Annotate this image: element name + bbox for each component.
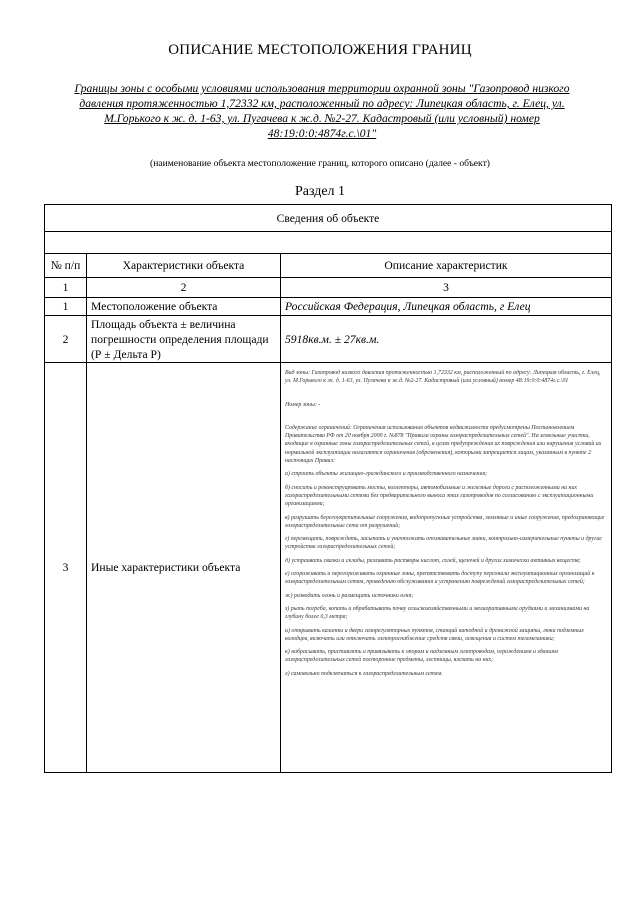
table-row <box>45 316 612 363</box>
header-characteristic: Характеристики объекта <box>87 254 281 278</box>
text-paragraph: з) рыть погреба, копать и обрабатывать почву сельскохозяйственными и мелиоративными орудиями и механизмами на глубину более 0,3 метра; <box>285 605 590 621</box>
row-name <box>87 316 281 363</box>
text-paragraph: к) набрасывать, приставлять и привязывать к опорам и надземным газопроводам, ограждениям и зданиям газораспределительных сетей посторонние предметы, лестницы, влезать на них; <box>285 649 558 664</box>
table-empty-cell <box>45 232 612 254</box>
row-value: Российская Федерация, Липецкая область, г Елец <box>281 298 612 316</box>
object-info-table <box>44 204 612 773</box>
row-number: 1 <box>45 298 87 316</box>
header-description: Описание характеристик <box>281 254 612 278</box>
numbering-cell: 3 <box>281 278 612 298</box>
text-paragraph: и) открывать калитки и двери газорегуляторных пунктов, станций катодной и дренажной защиты, люки подземных колодцев, включать или отключать электроснабжение средств связи, освещения и систем телемеханики; <box>285 627 584 642</box>
object-description-line: Границы зоны с особыми условиями использования территории охранной зоны "Газопровод низкого <box>74 82 570 95</box>
text-paragraph: Вид зоны: Газопровод низкого давления протяженностью 1,72332 км, расположенный по адресу: Липецкая область, г. Елец, ул. М.Горького к ж. д. 1-63, ул. Пугачева к ж.д. №2-27. Кадастровый (или условный) номер 48:19:0:0:4874г.с.\01 <box>285 370 601 385</box>
text-paragraph: е) огораживать и перегораживать охранные зоны, препятствовать доступу персонала эксплуатационных организаций к газораспределительным сетям, проведению обслуживания и устранению повреждений газораспределительных сетей; <box>285 571 595 586</box>
row-name-line: Площадь объекта ± величина <box>91 317 236 331</box>
table-caption: Сведения об объекте <box>45 205 612 232</box>
text-paragraph: Номер зоны: - <box>285 401 321 408</box>
object-description-line: М.Горького к ж. д. 1-63, ул. Пугачева к ж.д. №2-27. Кадастровый (или условный) номер <box>104 112 540 125</box>
row-name-line: погрешности определения площади <box>91 332 269 346</box>
table-numbering-row <box>45 278 612 298</box>
text-paragraph: б) сносить и реконструировать мосты, коллекторы, автомобильные и железные дороги с расположенными на них газораспределительными сетями без предварительного выноса этих газопроводов по согласованию с эксплуатационными организациями; <box>285 484 594 508</box>
table-row <box>45 298 612 316</box>
text-paragraph: д) устраивать свалки и склады, разливать растворы кислот, солей, щелочей и других химически активных веществ; <box>285 557 581 564</box>
row-number: 2 <box>45 316 87 363</box>
row-number: 3 <box>45 363 87 773</box>
object-hint: (наименование объекта местоположение границ, которого описано (далее - объект) <box>150 158 490 169</box>
text-paragraph: г) перемещать, повреждать, засыпать и уничтожать опознавательные знаки, контрольно-измерительные пункты и другие устройства газораспределительных сетей; <box>285 536 602 551</box>
numbering-cell: 2 <box>87 278 281 298</box>
row-name-line: (Р ± Дельта Р) <box>91 347 161 361</box>
object-description <box>62 81 582 141</box>
header-num: № п/п <box>45 254 87 278</box>
other-characteristics-text <box>281 363 612 773</box>
row-name: Местоположение объекта <box>87 298 281 316</box>
numbering-cell: 1 <box>45 278 87 298</box>
row-name: Иные характеристики объекта <box>87 363 281 773</box>
text-paragraph: Содержание ограничений: Ограничения использования объектов недвижимости предусмотрены Постановлением Правительства РФ от 20 ноября 2000 г. №878 "Правила охраны газораспределительных сетей". На земельные участки, входящие в охранные зоны газораспределительных сетей, в целях предупреждения их повреждения или нарушения условий их нормальной эксплуатации налагаются ограничения (обременения), которыми запрещается лицам, указанным в пункте 2 настоящих Правил: <box>285 424 602 465</box>
text-paragraph: ж) разводить огонь и размещать источники огня; <box>285 592 414 599</box>
table-caption-row <box>45 205 612 232</box>
text-paragraph: л) самовольно подключаться к газораспределительным сетям. <box>285 670 443 677</box>
page-title: ОПИСАНИЕ МЕСТОПОЛОЖЕНИЯ ГРАНИЦ <box>168 42 472 58</box>
object-description-line: 48:19:0:0:4874г.с.\01" <box>267 127 377 140</box>
row-value: 5918кв.м. ± 27кв.м. <box>281 316 612 363</box>
object-description-line: давления протяженностью 1,72332 км, расположенный по адресу: Липецкая область, г. Елец, ул. <box>79 97 565 110</box>
table-row <box>45 363 612 773</box>
table-empty-row <box>45 232 612 254</box>
text-paragraph: а) строить объекты жилищно-гражданского и производственного назначения; <box>285 471 488 478</box>
section-title: Раздел 1 <box>294 184 346 199</box>
text-paragraph: в) разрушать берегоукрепительные сооружения, водопропускные устройства, земляные и иные сооружения, предохраняющие газораспределительные сети от разрушений; <box>285 514 605 529</box>
table-header-row <box>45 254 612 278</box>
